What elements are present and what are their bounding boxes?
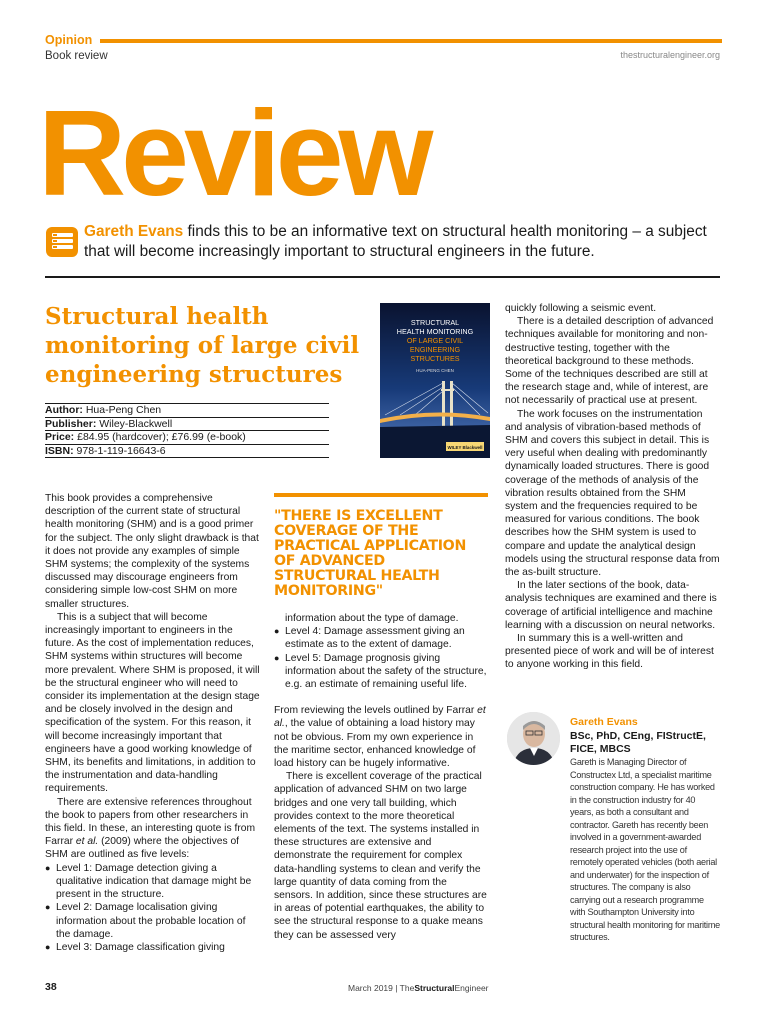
body-column-1	[45, 492, 260, 954]
paragraph: This is a subject that will become increasingly important to engineers in the future. As the cost of implementation reduces, SHM systems within structures will become more prevalent. Where SHM is proposed, it will be the structural engineer who will need to consider its implementation at the design stage and be closely involved in the design and specification of the system. For this reason, it will become increasingly important that engineers have a good working knowledge of SHM, its benefits and limitations, in addition to the instrumentation and data-handling requirements.	[45, 611, 260, 795]
cover-author: HUA-PENG CHEN	[416, 368, 454, 373]
paragraph: In summary this is a well-written and presented piece of work and will be of interest to anyone working in this field.	[505, 633, 714, 671]
page-number: 38	[45, 981, 57, 993]
book-title: Structural health monitoring of large civil engineering structures	[45, 303, 360, 388]
detail-isbn: ISBN: 978-1-119-16643-6	[45, 444, 329, 459]
page-title: Review	[38, 85, 429, 221]
avatar	[507, 712, 560, 765]
cover-publisher: WILEY Blackwell	[447, 445, 483, 450]
book-details	[45, 403, 329, 458]
paragraph: From reviewing the levels outlined by Farrar et al., the value of obtaining a load history may not be obvious. From my own experience in the maritime sector, enhanced knowledge of load history can be hugely informative.	[274, 705, 486, 770]
bio-name: Gareth Evans	[570, 716, 638, 728]
standfirst	[84, 222, 724, 262]
body-column-2	[274, 612, 488, 942]
pull-quote-rule	[274, 493, 488, 497]
body-column-3	[505, 302, 720, 672]
header-rule	[100, 39, 722, 43]
paragraph: This book provides a comprehensive description of the current state of structural health monitoring (SHM) and is a good primer for the subject. The only slight drawback is that it does not provide any examples of simple SHM systems; the complexity of the systems discussed may discourage engineers from considering simple low-cost SHM on more smaller structures.	[45, 493, 259, 610]
standfirst-text: finds this to be an informative text on structural health monitoring – a subject that will become increasingly important to structural engineers in the future.	[84, 223, 707, 260]
detail-author: Author: Hua-Peng Chen	[45, 403, 329, 417]
book-cover-image	[380, 303, 490, 458]
site-url[interactable]: thestructuralengineer.org	[620, 50, 720, 60]
list-item: ● Level 5: Damage prognosis giving information about the safety of the structure, e.g. an estimate of remaining useful life.	[274, 652, 487, 691]
bullet-icon: ●	[274, 652, 280, 663]
paragraph: information about the type of damage.	[285, 613, 459, 624]
section-label: Opinion	[45, 33, 93, 47]
paragraph: There is a detailed description of advanced techniques available for monitoring and non-destructive testing, together with the theoretical background to these methods. Some of the techniques described are still at the research stage and, while of interest, are not necessarily of practical use at present.	[505, 316, 714, 407]
paragraph: The work focuses on the instrumentation and analysis of vibration-based methods of SHM and covers this subject in detail. This is very useful when dealing with predominantly dynamically loaded structures. There is good coverage of the methods of analysis of the vibration results obtained from the SHM system and the frequencies required to be measured for various conditions. The book describes how the SHM system is used to compare and update the analytical design models using the structural response data from the as-built structure.	[505, 408, 720, 579]
footer-info: March 2019 | TheStructuralEngineer	[348, 983, 489, 993]
list-item: ● Level 1: Damage detection giving a qualitative indication that damage might be present in the structure.	[45, 862, 252, 901]
paragraph: There is excellent coverage of the practical application of advanced SHM on two large bridges and one very tall building, which provides context to the more theoretical elements of the text. The systems installed in these structures are extensive and demonstrate the requirement for complex data-handling systems to clean and verify the large quantity of data coming from the sensors. In addition, since these structures are in areas of potential earthquakes, the ability to see the structural response to a quake means they can be assessed very	[274, 771, 487, 941]
bullet-icon: ●	[45, 941, 51, 952]
bullet-icon: ●	[45, 862, 51, 873]
detail-price: Price: £84.95 (hardcover); £76.99 (e-book)	[45, 430, 329, 444]
bio-qualifications: BSc, PhD, CEng, FIStructE, FICE, MBCS	[570, 730, 706, 755]
list-item: ● Level 2: Damage localisation giving information about the probable location of the damage.	[45, 902, 246, 940]
book-icon	[45, 226, 79, 258]
paragraph: There are extensive references throughout the book to papers from other researchers in this field. In these, an interesting quote is from Farrar et al. (2009) where the objectives of SHM are outlined as five levels:	[45, 796, 256, 861]
subsection-label: Book review	[45, 50, 108, 62]
bullet-icon: ●	[274, 626, 280, 637]
cover-title-5: STRUCTURES	[410, 354, 460, 363]
divider	[45, 276, 720, 278]
paragraph: quickly following a seismic event.	[505, 303, 657, 314]
bullet-icon: ●	[45, 902, 51, 913]
cover-title-4: ENGINEERING	[409, 345, 461, 354]
list-item: ● Level 4: Damage assessment giving an estimate as to the extent of damage.	[274, 626, 465, 651]
detail-publisher: Publisher: Wiley-Blackwell	[45, 417, 329, 431]
cover-title-2: HEALTH MONITORING	[396, 327, 474, 336]
list-item: ● Level 3: Damage classification giving	[45, 941, 225, 953]
paragraph: In the later sections of the book, data-analysis techniques are examined and there is coverage of artificial intelligence and machine learning with a discussion on neural networks.	[505, 580, 717, 631]
cover-title-3: OF LARGE CIVIL	[406, 336, 464, 345]
standfirst-author: Gareth Evans	[84, 223, 184, 240]
pull-quote: "THERE IS EXCELLENT COVERAGE OF THE PRACTICAL APPLICATION OF ADVANCED STRUCTURAL HEALTH MONITORING"	[274, 508, 467, 599]
cover-title-1: STRUCTURAL	[410, 318, 460, 327]
bio-text: Gareth is Managing Director of Constructex Ltd, a specialist maritime construction company. He has worked in the construction industry for 40 years, as both a consultant and contractor. Gareth has recently been involved in a government-awarded research project into the use of remotely operated vehicles (both aerial and underwater) for the inspection of structures. The company is also carrying out a research programme with Southampton University into structural health monitoring for maritime structures.	[570, 757, 720, 942]
